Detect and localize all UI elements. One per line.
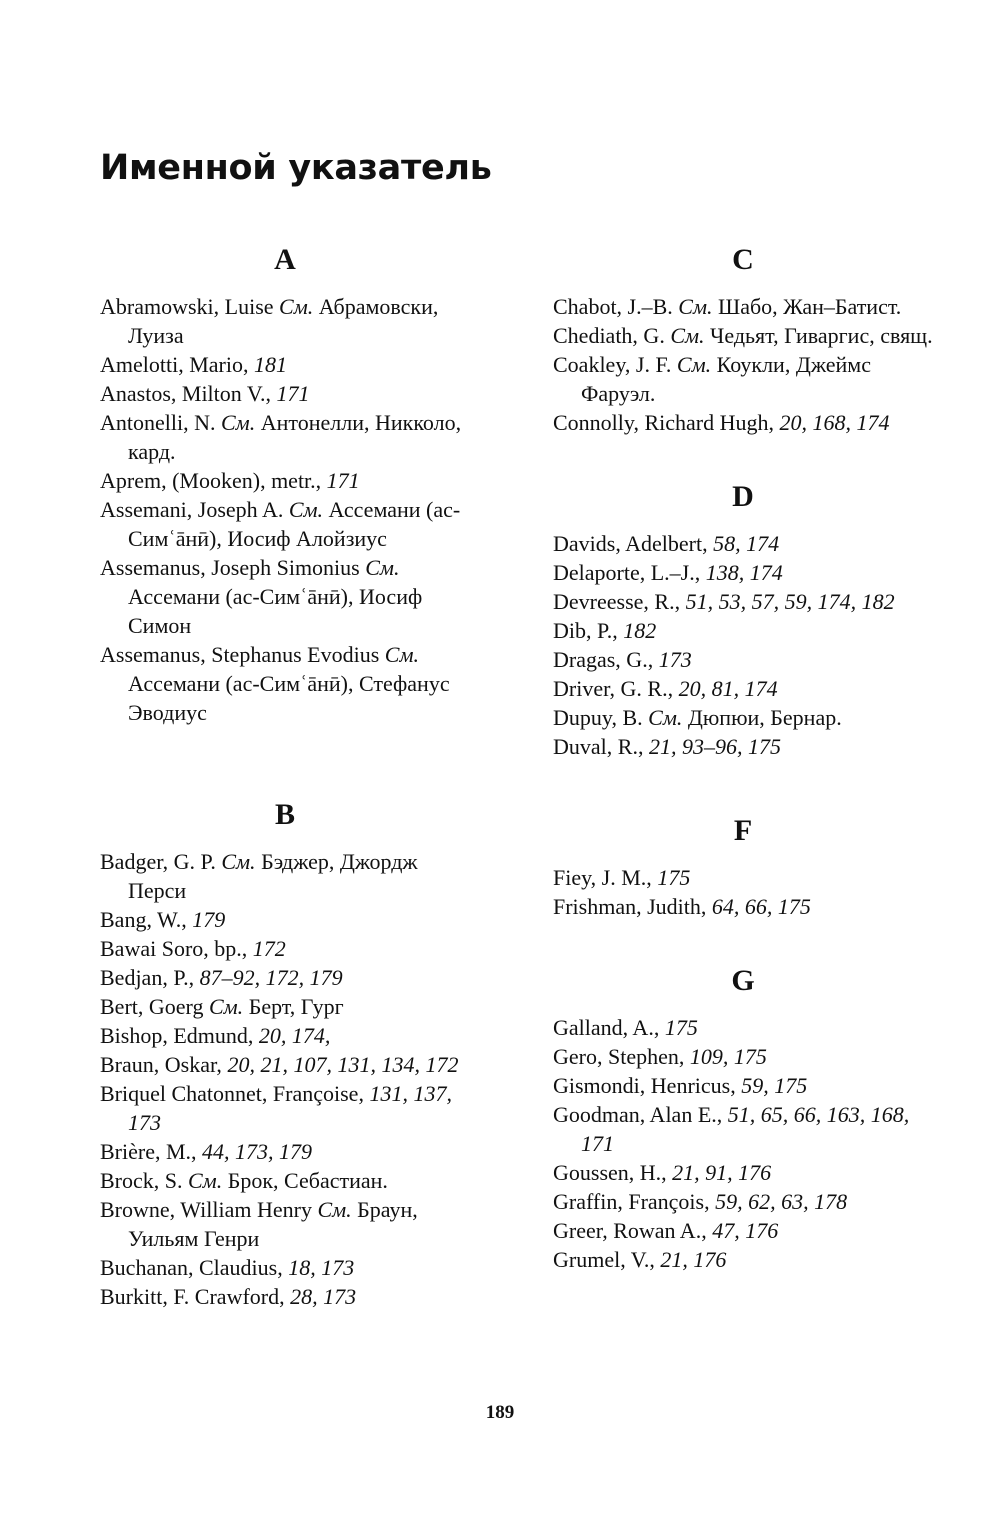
index-entry	[100, 992, 470, 1021]
entry-reference: См.	[221, 849, 256, 874]
index-entry	[553, 1100, 933, 1158]
entry-text: Abramowski, Luise	[100, 294, 280, 319]
entry-text: Бэджер, Джордж Перси	[128, 849, 418, 903]
section-letter: C	[732, 243, 754, 276]
entry-text: Bishop, Edmund,	[100, 1023, 259, 1048]
entry-reference: См.	[365, 555, 400, 580]
entry-text: Connolly, Richard Hugh,	[553, 410, 780, 435]
index-section-g	[553, 957, 933, 1274]
index-entry	[553, 1187, 933, 1216]
entry-text: Bawai Soro, bp.,	[100, 936, 253, 961]
entry-reference: 131, 137, 173	[128, 1081, 452, 1135]
entry-reference: См.	[188, 1168, 223, 1193]
entry-text: Badger, G. P.	[100, 849, 222, 874]
entry-text: Коукли, Джеймс Фаруэл.	[581, 352, 871, 406]
entry-text: Dragas, G.,	[553, 647, 659, 672]
entry-text: Ассемани (ас-Симʿāнӣ), Иосиф Симон	[128, 584, 423, 638]
entry-reference: 28, 173	[290, 1284, 357, 1309]
entry-reference: 182	[623, 618, 657, 643]
entry-text: Davids, Adelbert,	[553, 531, 714, 556]
index-entry	[100, 1021, 470, 1050]
index-entry	[100, 1282, 470, 1311]
entry-reference: См.	[676, 352, 712, 377]
entry-reference: См.	[208, 994, 244, 1019]
entry-text: Dupuy, B.	[553, 705, 649, 730]
index-entry	[100, 1050, 470, 1079]
index-entry	[553, 616, 933, 645]
section-letter: A	[274, 243, 296, 276]
entry-reference: 181	[253, 352, 287, 377]
entry-text: Антонелли, Никколо, кард.	[128, 410, 462, 464]
entry-text: Frishman, Judith,	[553, 894, 712, 919]
entry-text: Ассемани (ас-Симʿāнӣ), Стефанус Эводиус	[128, 671, 450, 725]
entry-text: Burkitt, F. Crawford,	[100, 1284, 291, 1309]
entry-text: Ассемани (ас-Симʿāнӣ), Иосиф Алойзиус	[128, 497, 461, 551]
entry-text: Chediath, G.	[553, 323, 671, 348]
index-entry	[100, 640, 470, 727]
entry-text: Grumel, V.,	[553, 1247, 661, 1272]
index-entry	[553, 732, 933, 761]
section-spacer	[553, 921, 933, 957]
index-entry	[100, 847, 470, 905]
entry-reference: 172	[252, 936, 286, 961]
entry-reference: 179	[192, 907, 226, 932]
entry-text: Dib, P.,	[553, 618, 624, 643]
entry-reference: 58, 174	[713, 531, 780, 556]
index-entry	[553, 703, 933, 732]
entry-text: Anastos, Milton V.,	[100, 381, 277, 406]
entry-text: Aprem, (Mooken), metr.,	[100, 468, 327, 493]
entry-reference: 171	[326, 468, 360, 493]
entry-reference: 59, 175	[741, 1073, 808, 1098]
section-spacer	[553, 437, 933, 473]
entry-text: Assemanus, Stephanus Evodius	[100, 642, 385, 667]
index-entry	[100, 466, 470, 495]
index-entry	[553, 558, 933, 587]
section-spacer	[553, 761, 933, 807]
entry-reference: См.	[288, 497, 324, 522]
entry-reference: 47, 176	[712, 1218, 779, 1243]
index-entry	[553, 1042, 933, 1071]
entry-reference: См.	[279, 294, 314, 319]
entry-text: Delaporte, L.–J.,	[553, 560, 706, 585]
index-entry	[100, 379, 470, 408]
entry-text: Чедьят, Гиваргис, свящ.	[704, 323, 933, 348]
index-section-f	[553, 807, 933, 921]
entry-reference: 64, 66, 175	[711, 894, 811, 919]
index-entry	[553, 587, 933, 616]
entry-text: Bedjan, P.,	[100, 965, 200, 990]
entry-text: Briquel Chatonnet, Françoise,	[100, 1081, 370, 1106]
index-entry	[553, 645, 933, 674]
entry-reference: 171	[276, 381, 310, 406]
entry-reference: 59, 62, 63, 178	[715, 1189, 848, 1214]
index-entry	[553, 292, 933, 321]
index-entry	[100, 1079, 470, 1137]
index-entry	[553, 1013, 933, 1042]
entry-reference: См.	[670, 323, 705, 348]
index-entry	[553, 321, 933, 350]
page-title: Именной указатель	[100, 148, 492, 188]
entry-text: Шабо, Жан–Батист.	[712, 294, 902, 319]
entry-text: Goodman, Alan E.,	[553, 1102, 728, 1127]
entry-text: Galland, A.,	[553, 1015, 665, 1040]
index-entry	[100, 495, 470, 553]
entry-text: Goussen, H.,	[553, 1160, 673, 1185]
entry-reference: 51, 65, 66, 163, 168, 171	[581, 1102, 910, 1156]
entry-reference: 20, 168, 174	[779, 410, 890, 435]
index-entry	[553, 1071, 933, 1100]
entry-text: Браун, Уильям Генри	[128, 1197, 418, 1251]
section-letter: D	[732, 480, 754, 513]
entry-reference: 51, 53, 57, 59, 174, 182	[685, 589, 895, 614]
entry-text: Gismondi, Henricus,	[553, 1073, 742, 1098]
index-entry	[100, 553, 470, 640]
index-entry	[553, 1245, 933, 1274]
section-letter: F	[733, 814, 753, 847]
entry-text: Buchanan, Claudius,	[100, 1255, 289, 1280]
index-entry	[100, 905, 470, 934]
section-letter: B	[274, 798, 295, 831]
entry-reference: 44, 173, 179	[202, 1139, 313, 1164]
entry-reference: 20, 21, 107, 131, 134, 172	[227, 1052, 459, 1077]
index-section-d	[553, 473, 933, 761]
section-letter: G	[731, 964, 755, 997]
entry-text: Fiey, J. M.,	[553, 865, 658, 890]
index-section-c	[553, 236, 933, 437]
entry-text: Дюпюи, Бернар.	[682, 705, 842, 730]
index-entry	[553, 863, 933, 892]
entry-reference: 21, 93–96, 175	[648, 734, 781, 759]
entry-reference: См.	[648, 705, 683, 730]
entry-text: Assemanus, Joseph Simonius	[100, 555, 366, 580]
entry-text: Browne, William Henry	[100, 1197, 318, 1222]
index-entry	[100, 963, 470, 992]
index-entry	[553, 892, 933, 921]
index-column-left	[100, 236, 470, 1311]
entry-reference: 87–92, 172, 179	[199, 965, 343, 990]
index-entry	[100, 408, 470, 466]
entry-reference: 20, 174,	[258, 1023, 331, 1048]
index-entry	[553, 1216, 933, 1245]
index-entry	[100, 350, 470, 379]
entry-text: Brière, M.,	[100, 1139, 203, 1164]
index-entry	[100, 934, 470, 963]
entry-reference: 21, 91, 176	[672, 1160, 772, 1185]
index-entry	[553, 350, 933, 408]
index-entry	[100, 1195, 470, 1253]
index-column-right	[553, 236, 933, 1274]
entry-reference: 18, 173	[288, 1255, 355, 1280]
entry-text: Bert, Goerg	[100, 994, 209, 1019]
entry-reference: 173	[658, 647, 692, 672]
index-entry	[553, 674, 933, 703]
index-entry	[553, 529, 933, 558]
entry-text: Driver, G. R.,	[553, 676, 679, 701]
entry-text: Coakley, J. F.	[553, 352, 677, 377]
index-entry	[553, 408, 933, 437]
entry-reference: См.	[678, 294, 713, 319]
index-section-b	[100, 791, 470, 1311]
entry-text: Brock, S.	[100, 1168, 188, 1193]
entry-text: Брок, Себастиан.	[222, 1168, 388, 1193]
entry-text: Берт, Гург	[243, 994, 344, 1019]
entry-reference: 20, 81, 174	[678, 676, 778, 701]
entry-text: Duval, R.,	[553, 734, 649, 759]
index-entry	[100, 292, 470, 350]
entry-text: Gero, Stephen,	[553, 1044, 690, 1069]
entry-reference: 138, 174	[705, 560, 783, 585]
entry-text: Braun, Oskar,	[100, 1052, 228, 1077]
entry-text: Bang, W.,	[100, 907, 193, 932]
entry-reference: 109, 175	[689, 1044, 767, 1069]
index-section-a	[100, 236, 470, 727]
index-entry	[100, 1253, 470, 1282]
page-number: 189	[485, 1402, 515, 1423]
entry-reference: См.	[384, 642, 419, 667]
entry-text: Devreesse, R.,	[553, 589, 686, 614]
index-entry	[553, 1158, 933, 1187]
index-entry	[100, 1166, 470, 1195]
entry-text: Chabot, J.–B.	[553, 294, 679, 319]
entry-reference: 21, 176	[660, 1247, 727, 1272]
section-spacer	[100, 727, 470, 791]
entry-text: Graffin, François,	[553, 1189, 716, 1214]
entry-text: Amelotti, Mario,	[100, 352, 254, 377]
entry-reference: См.	[221, 410, 256, 435]
entry-text: Antonelli, N.	[100, 410, 221, 435]
index-entry	[100, 1137, 470, 1166]
entry-reference: 175	[664, 1015, 698, 1040]
entry-text: Greer, Rowan A.,	[553, 1218, 713, 1243]
entry-reference: 175	[657, 865, 691, 890]
entry-text: Абрамовски, Луиза	[128, 294, 439, 348]
entry-text: Assemani, Joseph A.	[100, 497, 289, 522]
entry-reference: См.	[317, 1197, 352, 1222]
